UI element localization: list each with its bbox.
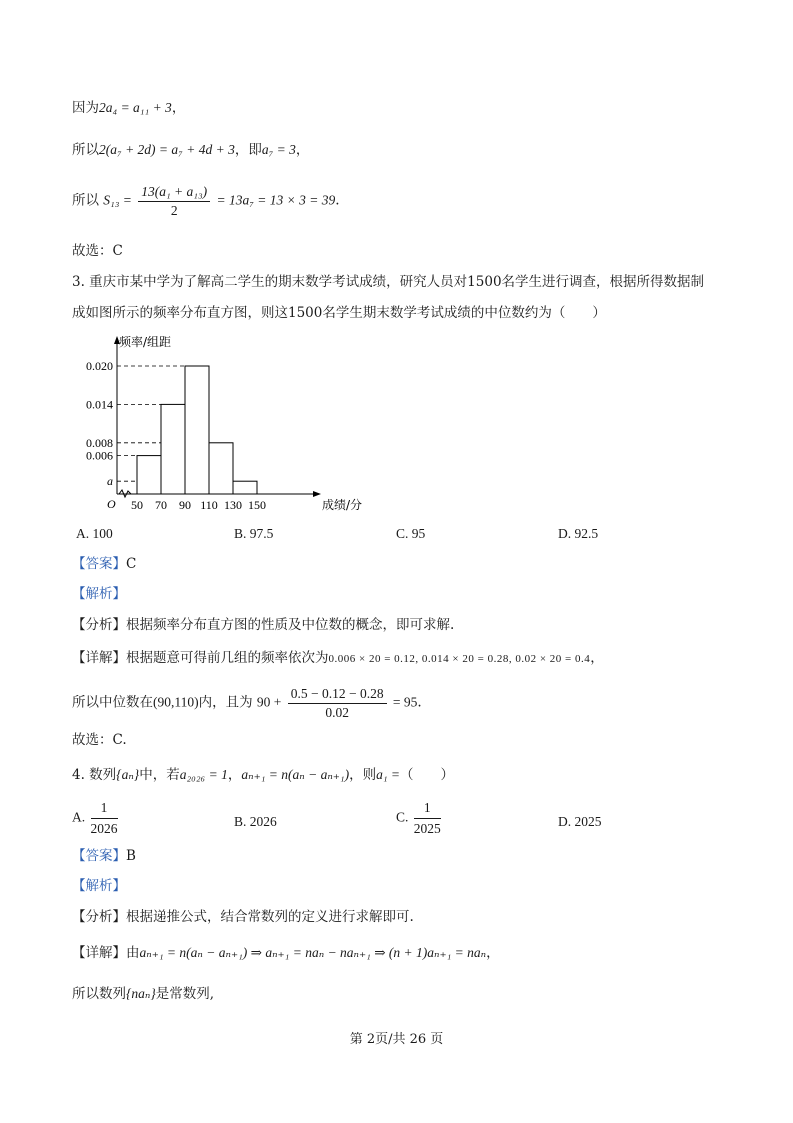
option-b[interactable]: B. 2026 (234, 814, 277, 829)
q4-last: 所以数列{naₙ}是常数列, (72, 986, 215, 1002)
q3-fenxi: 【分析】根据频率分布直方图的性质及中位数的概念，即可求解. (72, 617, 455, 633)
q3-median-line: 所以中位数在(90,110)内，且为 90 + $\frac{0.5 - 0.12 - 0.28}{0.02}$ = 95. (72, 686, 422, 720)
q4-stem: 4. 数列{aₙ}中，若a₂₀₂₆ = 1，aₙ₊₁ = n(aₙ − aₙ₊₁)，则a₁ =（ ） (72, 767, 455, 783)
option-b[interactable]: B. 97.5 (234, 526, 274, 541)
y-axis-label: 频率/组距 (119, 335, 172, 349)
histogram-bar (185, 366, 209, 494)
fraction: $\frac{1}{2026}$ (90, 800, 118, 836)
q4-fenxi: 【分析】根据递推公式，结合常数列的定义进行求解即可. (72, 909, 414, 925)
formula: 2(a₇ + 2d) = a₇ + 4d + 3 (99, 142, 235, 157)
histogram-bar (137, 456, 161, 494)
q3-choice: 故选：C. (72, 732, 127, 748)
y-tick-label: 0.020 (86, 359, 113, 373)
option-c[interactable]: C. 95 (396, 526, 426, 541)
option-c[interactable]: C. $\frac{1}{2025}$ (396, 800, 441, 836)
q3-analysis-label: 【解析】 (72, 586, 126, 602)
x-tick-label: 50 (131, 498, 143, 512)
y-tick-label: 0.006 (86, 448, 113, 463)
line-2: 所以2(a₇ + 2d) = a₇ + 4d + 3，即a₇ = 3， (72, 142, 310, 158)
choice-line: 故选：C (72, 243, 123, 259)
histogram-chart (72, 332, 362, 514)
line-1: 因为2a₄ = a₁₁ + 3， (72, 100, 186, 116)
page-footer: 第 2页/共 26 页 (349, 1032, 444, 1047)
q4-answer: 【答案】B (72, 848, 136, 864)
option-a[interactable]: A. 100 (76, 526, 113, 541)
fraction: $\frac{0.5 - 0.12 - 0.28}{0.02}$ (288, 687, 387, 719)
x-tick-label: 130 (224, 498, 242, 512)
y-tick-label: a (107, 474, 113, 489)
x-tick-label: 70 (155, 498, 167, 512)
y-tick-label: 0.014 (86, 397, 113, 412)
option-a[interactable]: A. $\frac{1}{2026}$ (72, 800, 118, 836)
x-tick-label: 90 (179, 498, 191, 512)
histogram-bar (233, 481, 257, 494)
q3-xiangjie: 【详解】根据题意可得前几组的频率依次为0.006 × 20 = 0.12, 0.014 × 20 = 0.28, 0.02 × 20 = 0.4， (72, 650, 604, 666)
q3-answer: 【答案】C (72, 556, 137, 572)
q3-stem-2: 成如图所示的频率分布直方图，则这1500名学生期末数学考试成绩的中位数约为（ ） (72, 305, 606, 321)
histogram-bar (209, 443, 233, 494)
x-tick-label: 110 (200, 498, 218, 512)
origin-label: O (107, 497, 116, 511)
y-tick-label: 0.008 (86, 435, 113, 450)
fraction: $\frac{\text{13(a₁ + a₁₃)}}{2}$ (138, 185, 210, 217)
line-3: 所以 S₁₃ = $\frac{\text{13(a₁ + a₁₃)}}{2}$ = 13a₇ = 13 × 3 = 39. (72, 184, 340, 218)
formula: 2a₄ = a₁₁ + 3 (99, 100, 172, 115)
option-d[interactable]: D. 2025 (558, 814, 602, 829)
x-tick-label: 150 (248, 498, 266, 512)
fraction: $\frac{1}{2025}$ (413, 800, 441, 836)
formula: a₇ = 3 (261, 142, 296, 157)
x-axis-arrow (313, 491, 321, 497)
q4-analysis-label: 【解析】 (72, 878, 126, 894)
histogram-bar (161, 404, 185, 494)
q3-stem-1: 3. 重庆市某中学为了解高二学生的期末数学考试成绩，研究人员对1500名学生进行调查，根据所得数据制 (72, 274, 705, 290)
option-d[interactable]: D. 92.5 (558, 526, 599, 541)
x-axis-label: 成绩/分 (322, 498, 362, 512)
q4-xiangjie: 【详解】由aₙ₊₁ = n(aₙ − aₙ₊₁) ⇒ aₙ₊₁ = naₙ − naₙ₊₁ ⇒ (n + 1)aₙ₊₁ = naₙ， (72, 945, 500, 961)
